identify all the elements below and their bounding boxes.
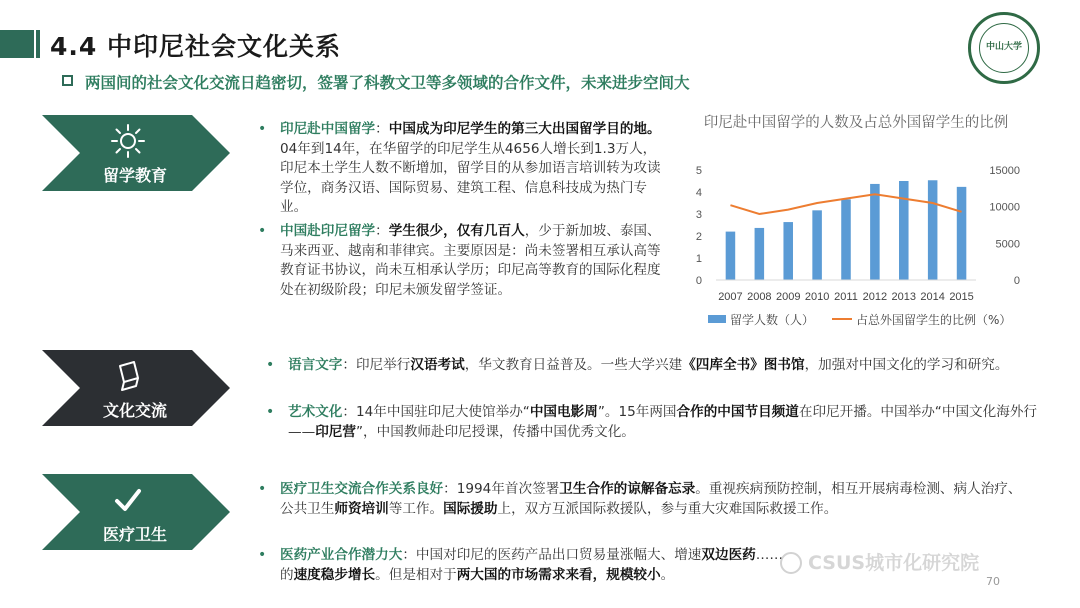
bullet-dot-icon: •	[266, 404, 275, 420]
culture-paragraph-2	[266, 403, 1038, 442]
health-p1-text-c: 。重视疾病预防控制，相互开展病毒检测、病人治疗、公共卫生	[280, 481, 1022, 517]
chart-container	[686, 112, 1026, 334]
chart-bar	[957, 187, 967, 280]
chart-bar	[899, 181, 909, 280]
culture-p2-text-c: ”。15年两国	[597, 404, 677, 420]
culture-p2-bold-2: 合作的中国节目频道	[676, 404, 799, 420]
right-axis-tick-label: 15000	[989, 165, 1020, 177]
logo-text: 中山大学	[985, 42, 1022, 52]
x-axis-tick-label: 2008	[747, 291, 772, 303]
right-axis-tick-label: 5000	[995, 238, 1020, 251]
education-p2-text: ，少于新加坡、泰国、马来西亚、越南和菲律宾。主要原因是：尚未签署相互承认高等教育证书协议，尚未互相承认学历；印尼高等教育的国际化程度处在初级阶段；印尼未颁发留学签证。	[280, 223, 661, 298]
left-axis-tick-label: 1	[695, 253, 702, 265]
education-p2-bold: 学生很少，仅有几百人	[388, 223, 525, 239]
education-p1-heading: 印尼赴中国留学	[280, 121, 376, 137]
legend-label-line: 占总外国留学生的比例（%）	[856, 313, 1012, 327]
health-p2-bold-3: 两大国的市场需求来看，规模较小	[456, 566, 661, 583]
x-axis-tick-label: 2009	[775, 291, 801, 303]
education-paragraph-1: • 印尼赴中国留学：中国成为印尼学生的第三大出国留学目的地。04年到14年，在华留学的印尼学生从4656人增长到1.3万人，印尼本土学生人数不断增加，留学目的从参加语言培训转为攻读学位，商务汉语、国际贸易、建筑工程、信息科技成为热门专业。	[258, 121, 661, 215]
page-number: 70	[986, 575, 1000, 588]
chart-bar	[755, 228, 765, 280]
section-culture-label: 文化交流	[102, 401, 167, 420]
chart-bar	[783, 222, 793, 280]
culture-p1-bold-1: 汉语考试	[410, 357, 465, 373]
legend-swatch-bars	[708, 315, 726, 323]
section-culture-chevron	[42, 350, 230, 426]
culture-p2-text-e: ”，中国教师赴印尼授课，传播中国优秀文化。	[355, 423, 635, 440]
health-p2-bold-1: 双边医药	[701, 547, 756, 563]
right-axis-tick-label: 10000	[989, 201, 1020, 214]
culture-p2-text-d: 在印尼开播。中国举办“中国文化海外行——	[288, 404, 1038, 440]
wechat-icon	[780, 552, 802, 574]
watermark-text: CSUS城市化研究院	[808, 552, 980, 574]
health-p2-text-a: ：中国对印尼的医药产品出口贸易量涨幅大、增速	[402, 547, 702, 563]
health-p1-text-e: 上，双方互派国际救援队，参与重大灾难国际救援工作。	[497, 500, 838, 517]
health-p2-text-pre: 的	[280, 566, 294, 583]
header-separator	[36, 30, 40, 58]
section-education-label: 留学教育	[102, 166, 167, 185]
chart-bar	[841, 199, 851, 280]
x-axis-tick-label: 2013	[891, 291, 917, 303]
chart-bar	[726, 232, 736, 280]
health-p1-heading: 医疗卫生交流合作关系良好	[280, 481, 444, 497]
chart-bar	[928, 180, 938, 280]
culture-p1-bold-2: 《四库全书》图书馆	[682, 357, 805, 373]
culture-p2-bold-1: 中国电影周	[529, 404, 598, 420]
page-title: 4.4 中印尼社会文化关系	[50, 32, 341, 61]
health-p2-heading: 医药产业合作潜力大	[280, 547, 403, 563]
university-logo	[968, 12, 1040, 84]
culture-p2-text-a: ：14年中国驻印尼大使馆举办“	[342, 404, 530, 420]
right-axis-tick-label: 0	[1013, 275, 1020, 287]
bullet-dot-icon: •	[266, 357, 275, 373]
section-education-chevron	[42, 115, 230, 191]
section-health-chevron	[42, 474, 230, 550]
header-accent-bar	[0, 30, 34, 58]
bullet-dot-icon: •	[258, 121, 267, 137]
culture-paragraph-1	[266, 356, 1038, 376]
health-p1-bold-3: 国际援助	[443, 500, 498, 517]
health-paragraph-2	[258, 546, 800, 585]
book-icon	[110, 358, 146, 394]
education-p1-bold: 中国成为印尼学生的第三大出国留学目的地。	[388, 121, 661, 137]
culture-p2-bold-3: 印尼营	[315, 423, 356, 440]
health-p2-text-e: 。	[660, 566, 675, 583]
x-axis-tick-label: 2007	[718, 291, 743, 303]
left-axis-tick-label: 2	[695, 231, 702, 243]
x-axis-tick-label: 2010	[804, 291, 830, 303]
culture-p1-heading: 语言文字	[288, 357, 343, 373]
chart-svg	[686, 112, 1026, 334]
education-paragraph-2: • 中国赴印尼留学：学生很少，仅有几百人，少于新加坡、泰国、马来西亚、越南和菲律宾。主要原因是：尚未签署相互承认高等教育证书协议，尚未互相承认学历；印尼高等教育的国际化程度处在初级阶段；印尼未颁发留学签证。	[258, 223, 661, 298]
left-axis-tick-label: 4	[695, 187, 702, 199]
x-axis-tick-label: 2012	[862, 291, 888, 303]
left-axis-tick-label: 0	[695, 275, 702, 287]
x-axis-tick-label: 2011	[834, 291, 858, 303]
chart-bar	[870, 184, 880, 280]
culture-p1-text-d: ，加强对中国文化的学习和研究。	[804, 357, 1009, 373]
health-p1-text-d: 等工作。	[388, 500, 444, 517]
square-bullet-icon	[62, 75, 73, 86]
chart-title: 印尼赴中国留学的人数及占总外国留学生的比例	[703, 115, 1009, 131]
check-icon	[110, 482, 146, 518]
bullet-dot-icon: •	[258, 223, 267, 239]
chart-bar	[812, 210, 822, 280]
health-p2-text-c: ……	[755, 547, 783, 563]
culture-p2-heading: 艺术文化	[288, 404, 343, 420]
health-p1-bold-2: 师资培训	[334, 500, 389, 517]
sun-icon	[110, 123, 146, 159]
culture-p1-text-a: ：印尼举行	[342, 357, 411, 373]
health-paragraph-1	[258, 480, 1032, 519]
left-axis-tick-label: 3	[695, 209, 702, 221]
health-p1-bold-1: 卫生合作的谅解备忘录	[559, 481, 696, 497]
x-axis-tick-label: 2014	[920, 291, 945, 303]
left-axis-tick-label: 5	[695, 165, 702, 177]
bullet-dot-icon: •	[258, 547, 267, 563]
education-p2-heading: 中国赴印尼留学	[280, 223, 376, 239]
health-p2-bold-2: 速度稳步增长	[293, 566, 376, 583]
culture-p1-text-c: ，华文教育日益普及。一些大学兴建	[464, 357, 683, 373]
section-health-label: 医疗卫生	[102, 525, 167, 544]
x-axis-tick-label: 2015	[949, 291, 974, 303]
health-p1-text-a: ：1994年首次签署	[443, 481, 560, 497]
education-p1-text: 04年到14年，在华留学的印尼学生从4656人增长到1.3万人，印尼本土学生人数不断增加，留学目的从参加语言培训转为攻读学位，商务汉语、国际贸易、建筑工程、信息科技成为热门专业。	[280, 140, 661, 215]
legend-label-bars: 留学人数（人）	[730, 313, 815, 327]
bullet-dot-icon: •	[258, 481, 267, 497]
page-subtitle: 两国间的社会文化交流日趋密切，签署了科教文卫等多领域的合作文件，未来进步空间大	[85, 74, 690, 92]
health-p2-text-d: 。但是相对于	[375, 566, 457, 583]
